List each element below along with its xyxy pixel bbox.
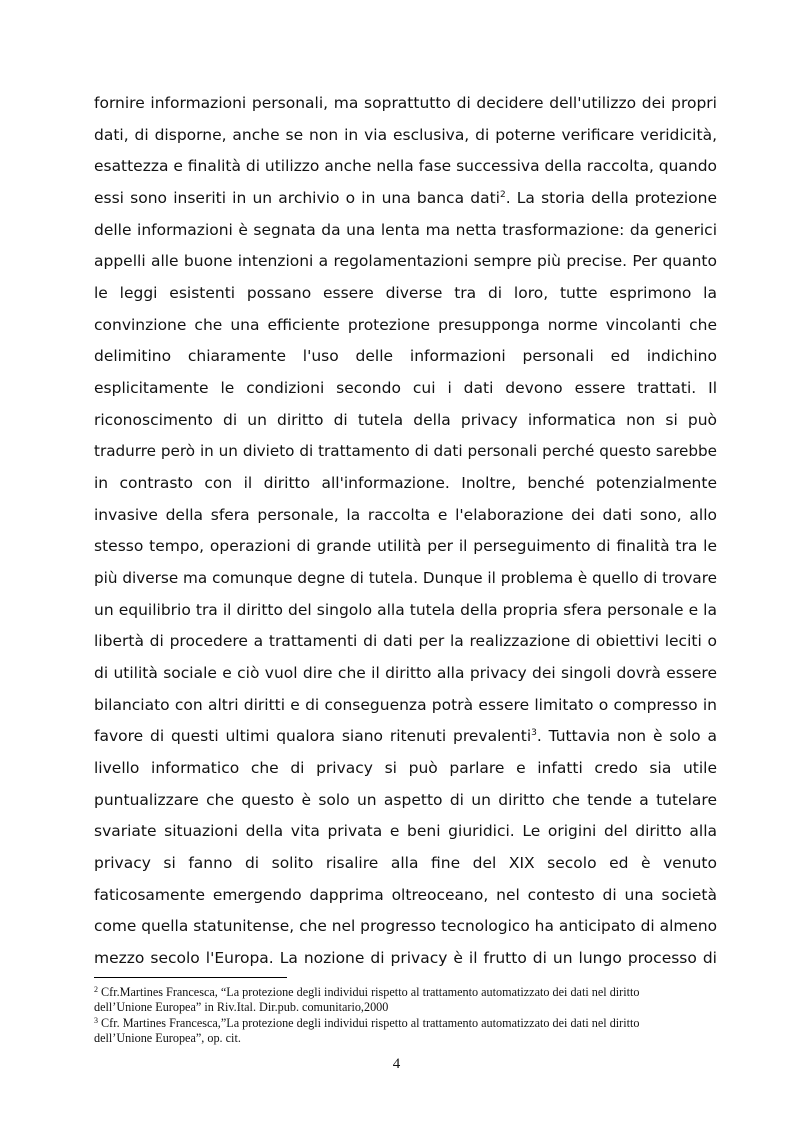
footnote-2-line-1: [94, 985, 734, 999]
body-line: bilanciato con altri diritti e di conseguenza potrà essere limitato o compresso in: [94, 696, 717, 714]
body-line: esattezza e finalità di utilizzo anche nella fase successiva della raccolta, quando: [94, 157, 717, 175]
body-line: delle informazioni è segnata da una lenta ma netta trasformazione: da generici: [94, 221, 717, 239]
page-number: 4: [392, 1056, 401, 1072]
footnote-text: Cfr. Martines Francesca,”La protezione degli individui rispetto al trattamento automatizzato dei dati nel diritto: [101, 1016, 640, 1030]
body-line-with-footnote-ref: [94, 725, 717, 747]
footnote-ref-2[interactable]: 2: [499, 190, 506, 200]
footnote-ref-3[interactable]: 3: [531, 728, 537, 738]
body-line-text: . Tuttavia non è solo a: [536, 727, 717, 745]
body-line: come quella statunitense, che nel progresso tecnologico ha anticipato di almeno: [94, 917, 717, 935]
body-line: invasive della sfera personale, la raccolta e l'elaborazione dei dati sono, allo: [94, 506, 717, 524]
body-line: convinzione che una efficiente protezione presupponga norme vincolanti che: [94, 316, 717, 334]
body-line-with-footnote-ref: [94, 187, 717, 209]
footnote-text: Cfr.Martines Francesca, “La protezione degli individui rispetto al trattamento automatizzato dei dati nel diritto: [101, 985, 640, 999]
footnote-3-line-1: [94, 1016, 734, 1030]
body-line: riconoscimento di un diritto di tutela della privacy informatica non si può: [94, 411, 717, 429]
body-line: tradurre però in un divieto di trattamento di dati personali perché questo sarebbe: [94, 442, 717, 460]
body-line: puntualizzare che questo è solo un aspetto di un diritto che tende a tutelare: [94, 791, 717, 809]
footnote-2-line-2: dell’Unione Europea” in Riv.Ital. Dir.pub. comunitario,2000: [94, 1000, 389, 1014]
body-line: mezzo secolo l'Europa. La nozione di privacy è il frutto di un lungo processo di: [94, 949, 717, 967]
body-line: le leggi esistenti possano essere diverse tra di loro, tutte esprimono la: [94, 284, 717, 302]
body-line: più diverse ma comunque degne di tutela. Dunque il problema è quello di trovare: [94, 569, 717, 587]
body-line: livello informatico che di privacy si può parlare e infatti credo sia utile: [94, 759, 717, 777]
body-line: libertà di procedere a trattamenti di dati per la realizzazione di obiettivi leciti o: [94, 632, 717, 650]
body-line-text: . La storia della protezione: [505, 189, 717, 207]
footnote-number: 3: [94, 1016, 98, 1025]
footnote-number: 2: [94, 985, 98, 994]
body-line: un equilibrio tra il diritto del singolo alla tutela della propria sfera personale e la: [94, 601, 717, 619]
body-line: privacy si fanno di solito risalire alla fine del XIX secolo ed è venuto: [94, 854, 717, 872]
body-line: stesso tempo, operazioni di grande utilità per il perseguimento di finalità tra le: [94, 537, 717, 555]
body-line: fornire informazioni personali, ma soprattutto di decidere dell'utilizzo dei propri: [94, 94, 717, 112]
body-line: di utilità sociale e ciò vuol dire che il diritto alla privacy dei singoli dovrà essere: [94, 664, 717, 682]
body-line-text: essi sono inseriti in un archivio o in una banca dati: [94, 189, 500, 207]
body-line: delimitino chiaramente l'uso delle informazioni personali ed indichino: [94, 347, 717, 365]
body-line: dati, di disporne, anche se non in via esclusiva, di poterne verificare veridicità,: [94, 126, 717, 144]
body-line-text: favore di questi ultimi qualora siano ritenuti prevalenti: [94, 727, 532, 745]
body-line: esplicitamente le condizioni secondo cui i dati devono essere trattati. Il: [94, 379, 717, 397]
body-line: faticosamente emergendo dapprima oltreoceano, nel contesto di una società: [94, 886, 717, 904]
body-line: svariate situazioni della vita privata e beni giuridici. Le origini del diritto alla: [94, 822, 717, 840]
footnote-3-line-2: dell’Unione Europea”, op. cit.: [94, 1031, 241, 1045]
footnote-separator: [94, 977, 287, 978]
body-line: in contrasto con il diritto all'informazione. Inoltre, benché potenzialmente: [94, 474, 717, 492]
body-line: appelli alle buone intenzioni a regolamentazioni sempre più precise. Per quanto: [94, 252, 717, 270]
